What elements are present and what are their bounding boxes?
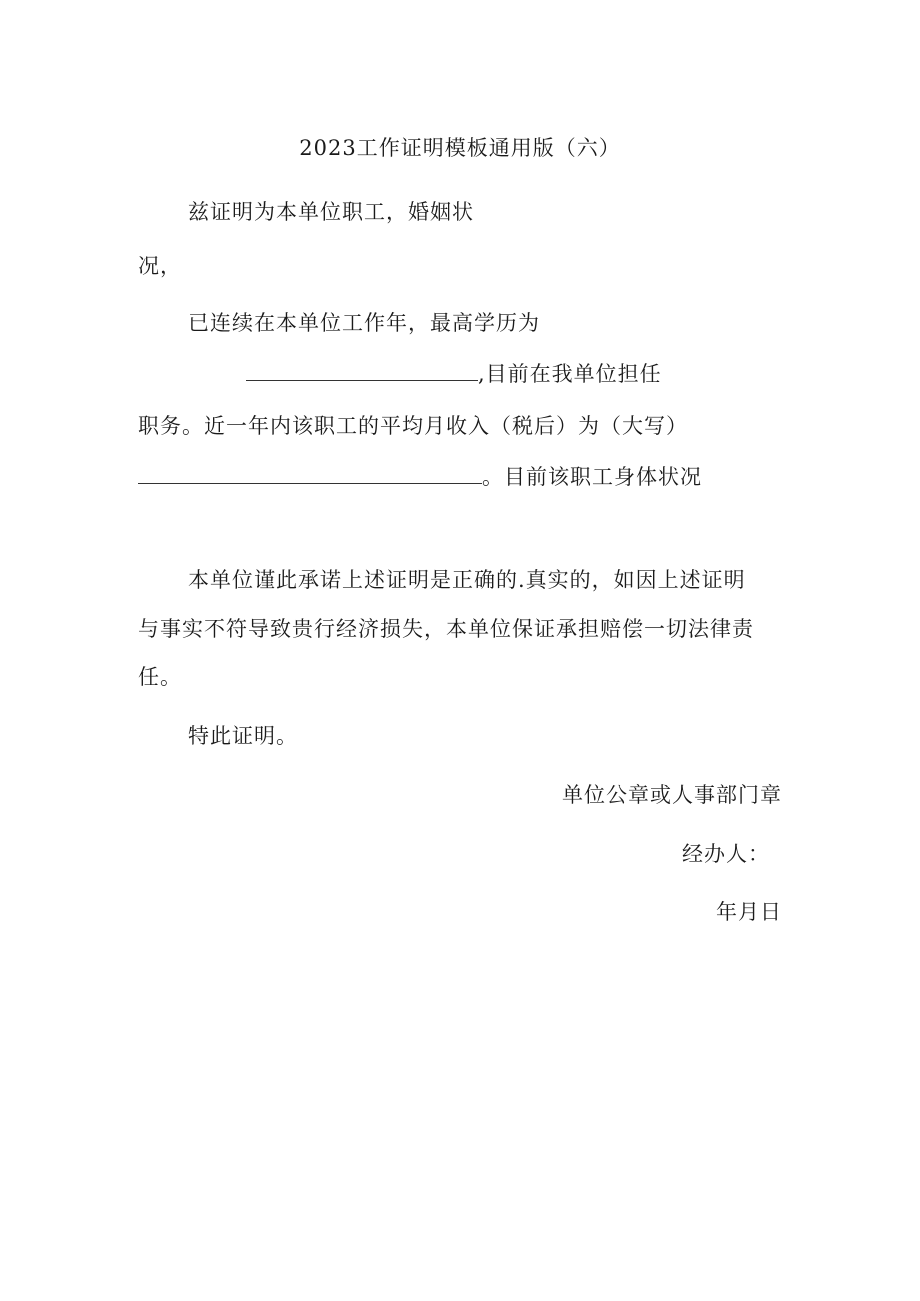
paragraph-2-line-2 xyxy=(246,360,662,388)
closing-statement: 特此证明。 xyxy=(188,724,298,748)
seal-label: 单位公章或人事部门章 xyxy=(562,783,782,807)
paragraph-1-line-1: 兹证明为本单位职工，婚姻状 xyxy=(188,200,474,224)
handler-label: 经办人： xyxy=(682,842,770,866)
paragraph-2-line-1: 已连续在本单位工作年，最高学历为 xyxy=(188,311,540,335)
paragraph-3-line-1: 本单位谨此承诺上述证明是正确的.真实的，如因上述证明 xyxy=(188,568,746,592)
blank-field-income[interactable] xyxy=(138,463,482,484)
blank-field-education[interactable] xyxy=(246,360,478,381)
paragraph-3-line-3: 任。 xyxy=(138,665,182,689)
paragraph-1-line-2: 况， xyxy=(138,254,182,278)
date-label: 年月日 xyxy=(716,900,782,924)
paragraph-3-line-2: 与事实不符导致贵行经济损失，本单位保证承担赔偿一切法律责 xyxy=(138,617,754,641)
paragraph-2-line-2-text: ,目前在我单位担任 xyxy=(478,362,662,386)
paragraph-2-line-4 xyxy=(138,463,702,491)
paragraph-2-line-3: 职务。近一年内该职工的平均月收入（税后）为（大写） xyxy=(138,414,688,438)
paragraph-2-line-4-text: 。目前该职工身体状况 xyxy=(482,465,702,489)
document-title: 2023工作证明模板通用版（六） xyxy=(299,136,621,160)
